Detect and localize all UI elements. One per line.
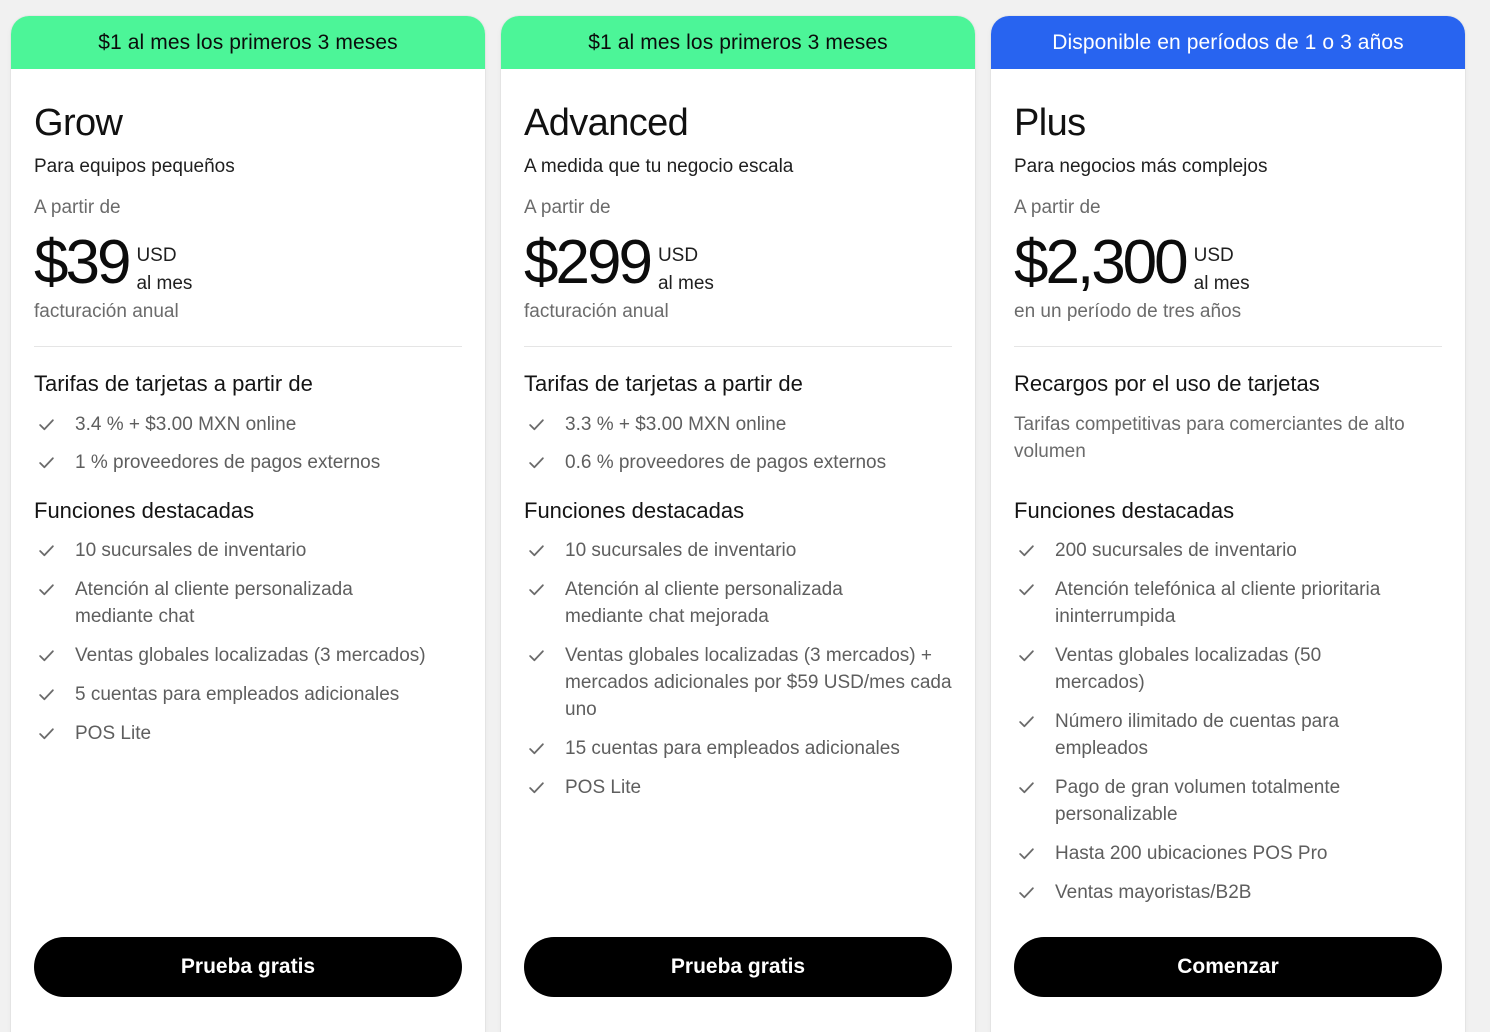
billing-note: facturación anual	[34, 301, 179, 322]
list-item	[34, 449, 462, 476]
feature-text: Atención telefónica al cliente prioritaria ininterrumpida	[1055, 579, 1381, 627]
features-list	[1014, 537, 1442, 906]
check-icon	[528, 581, 545, 598]
check-icon	[1018, 581, 1035, 598]
feature-text: 15 cuentas para empleados adicionales	[565, 738, 900, 759]
price-period: al mes	[136, 273, 193, 294]
free-trial-button[interactable]: Prueba gratis	[34, 937, 462, 997]
billing-note: facturación anual	[524, 301, 669, 322]
feature-text: 200 sucursales de inventario	[1055, 540, 1297, 561]
list-item	[34, 576, 462, 630]
list-item	[1014, 708, 1442, 762]
plan-card-grow	[11, 16, 485, 1032]
list-item	[1014, 774, 1442, 828]
list-item	[524, 449, 952, 476]
check-icon	[38, 647, 55, 664]
fee-text: 3.3 % + $3.00 MXN online	[565, 414, 787, 435]
check-icon	[1018, 779, 1035, 796]
feature-text: Pago de gran volumen totalmente personalizable	[1055, 777, 1341, 825]
feature-text: POS Lite	[75, 723, 152, 744]
plan-name: Grow	[34, 102, 123, 144]
check-icon	[528, 740, 545, 757]
feature-text: POS Lite	[565, 777, 642, 798]
price-currency: USD	[136, 245, 177, 266]
plan-card-plus	[991, 16, 1465, 1032]
feature-text: Atención al cliente personalizada mediante chat mejorada	[565, 579, 843, 627]
list-item	[524, 576, 952, 630]
promo-banner: $1 al mes los primeros 3 meses	[11, 16, 485, 69]
fee-text: 1 % proveedores de pagos externos	[75, 452, 381, 473]
check-icon	[528, 416, 545, 433]
check-icon	[38, 581, 55, 598]
list-item	[1014, 537, 1442, 564]
list-item	[1014, 642, 1442, 696]
feature-text: Ventas globales localizadas (3 mercados)	[75, 645, 426, 666]
price-from-label: A partir de	[34, 197, 121, 218]
check-icon	[528, 454, 545, 471]
price-from-label: A partir de	[524, 197, 611, 218]
features-list	[524, 537, 952, 801]
price-currency: USD	[1193, 245, 1234, 266]
list-item	[34, 537, 462, 564]
list-item	[34, 642, 462, 669]
features-list	[34, 537, 462, 747]
check-icon	[38, 542, 55, 559]
feature-text: Ventas globales localizadas (3 mercados) + mercados adicionales por $59 USD/mes cada uno	[565, 645, 952, 720]
plan-card-advanced	[501, 16, 975, 1032]
feature-text: 10 sucursales de inventario	[75, 540, 307, 561]
promo-banner: $1 al mes los primeros 3 meses	[501, 16, 975, 69]
check-icon	[38, 686, 55, 703]
check-icon	[1018, 647, 1035, 664]
check-icon	[38, 416, 55, 433]
check-icon	[1018, 542, 1035, 559]
features-title: Funciones destacadas	[34, 498, 255, 523]
price-amount: $2,300	[1014, 228, 1186, 297]
plan-subtitle: A medida que tu negocio escala	[524, 156, 794, 177]
check-icon	[528, 779, 545, 796]
feature-text: Ventas globales localizadas (50 mercados)	[1055, 645, 1322, 693]
fees-description: Tarifas competitivas para comerciantes de alto volumen	[1014, 414, 1405, 462]
plan-subtitle: Para negocios más complejos	[1014, 156, 1268, 177]
list-item	[1014, 879, 1442, 906]
fees-title: Tarifas de tarjetas a partir de	[524, 371, 803, 396]
price-currency: USD	[657, 245, 699, 266]
feature-text: Atención al cliente personalizada mediante chat	[75, 579, 353, 627]
list-item	[524, 642, 952, 723]
price-meta	[1194, 242, 1250, 298]
divider	[34, 346, 462, 347]
divider	[1014, 346, 1442, 347]
list-item	[524, 735, 952, 762]
features-title: Funciones destacadas	[1014, 498, 1235, 523]
promo-banner: Disponible en períodos de 1 o 3 años	[991, 16, 1465, 69]
list-item	[524, 537, 952, 564]
check-icon	[1018, 884, 1035, 901]
list-item	[524, 411, 952, 438]
check-icon	[38, 725, 55, 742]
fees-list	[34, 411, 462, 476]
plan-name: Plus	[1014, 102, 1086, 144]
price-row	[34, 227, 192, 299]
features-title: Funciones destacadas	[524, 498, 745, 523]
get-started-button[interactable]: Comenzar	[1014, 937, 1442, 997]
price-amount: $299	[524, 228, 650, 297]
price-row	[524, 227, 714, 299]
list-item	[1014, 840, 1442, 867]
plan-subtitle: Para equipos pequeños	[34, 156, 235, 177]
check-icon	[528, 647, 545, 664]
price-period: al mes	[1193, 273, 1250, 294]
fees-list	[524, 411, 952, 476]
price-meta	[658, 242, 714, 298]
plan-name: Advanced	[524, 102, 689, 144]
fees-title: Tarifas de tarjetas a partir de	[34, 371, 313, 396]
billing-note: en un período de tres años	[1014, 301, 1242, 322]
fees-title: Recargos por el uso de tarjetas	[1014, 371, 1320, 396]
list-item	[34, 411, 462, 438]
list-item	[34, 681, 462, 708]
feature-text: Número ilimitado de cuentas para empleados	[1055, 711, 1340, 759]
check-icon	[1018, 845, 1035, 862]
free-trial-button[interactable]: Prueba gratis	[524, 937, 952, 997]
list-item	[1014, 576, 1442, 630]
check-icon	[1018, 713, 1035, 730]
list-item	[524, 774, 952, 801]
list-item	[34, 720, 462, 747]
divider	[524, 346, 952, 347]
price-meta	[136, 242, 192, 298]
price-from-label: A partir de	[1014, 197, 1101, 218]
feature-text: Hasta 200 ubicaciones POS Pro	[1055, 843, 1328, 864]
fee-text: 0.6 % proveedores de pagos externos	[565, 452, 887, 473]
feature-text: 10 sucursales de inventario	[565, 540, 797, 561]
price-period: al mes	[657, 273, 714, 294]
check-icon	[38, 454, 55, 471]
check-icon	[528, 542, 545, 559]
fee-text: 3.4 % + $3.00 MXN online	[75, 414, 297, 435]
price-row	[1014, 227, 1250, 299]
feature-text: Ventas mayoristas/B2B	[1055, 882, 1252, 903]
feature-text: 5 cuentas para empleados adicionales	[75, 684, 400, 705]
price-amount: $39	[34, 228, 129, 297]
